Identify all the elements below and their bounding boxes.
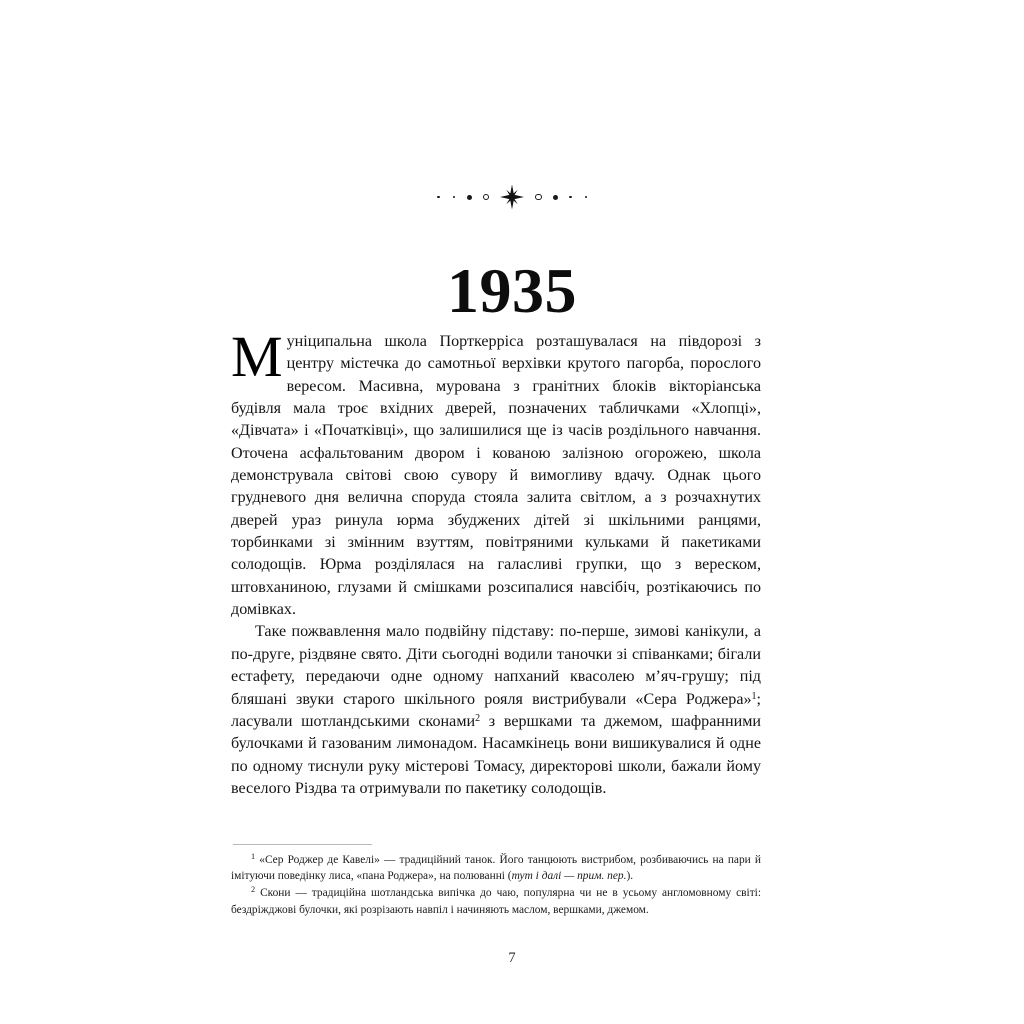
eight-pointed-star-icon: [499, 184, 525, 210]
star-ornament-divider: [0, 182, 1024, 212]
ornament-dot-right-1: [553, 195, 558, 200]
ornament-dot-left-3: [467, 195, 472, 200]
footnote-item-1: [231, 852, 761, 884]
drop-cap: М: [231, 324, 283, 389]
ornament-ring-left: [483, 194, 490, 201]
footnote-item-2: [231, 885, 761, 917]
paragraph-two-text-c: з вершками та джемом, шафранними булочками й газованим лимонадом. Насамкінець вони вишикувалися й одне по одному тиснули руку містерові Томасу, директорові школи, бажали йому веселого Різдва та отримували по пакетику солодощів.: [231, 712, 761, 797]
chapter-number-heading: 1935: [447, 254, 577, 326]
footnote-2-text: Скони — традиційна шотландська випічка до чаю, популярна чи не в усьому англомовному світі: бездріжджові булочки, які розрізають навпіл і начиняють маслом, вершками, джемом.: [231, 887, 761, 916]
ornament-ring-right: [535, 194, 542, 201]
footnote-reference-2[interactable]: 2: [475, 712, 481, 724]
paragraph-one: [231, 324, 761, 621]
paragraph-two-text-b: ; ласували шотландськими сконами: [231, 690, 761, 730]
footnote-marker-1: 1: [251, 851, 256, 861]
footnote-separator-rule: [233, 844, 372, 845]
footnote-1-text: «Сер Роджер де Кавелі» — традиційний танок. Його танцюють вистрибом, розбиваючись на пари й імітуючи поведінку лиса, «пана Роджера», на полюванні (: [231, 854, 761, 883]
ornament-dot-right-3: [585, 196, 588, 199]
ornament-dot-left-2: [453, 196, 456, 199]
footnote-1-italic-note: тут і далі — прим. пер.: [511, 870, 627, 883]
paragraph-one-text: уніципальна школа Порткерріса розташувалася на півдорозі з центру містечка до самотньої верхівки крутого пагорба, порослого вересом. Масивна, мурована з гранітних блоків вікторіанська будівля мала троє вхідних дверей, позначених табличками «Хлопці», «Дівчата» і «Початківці», що залишилися ще із часів роздільного навчання. Оточена асфальтованим двором і кованою залізною огорожею, школа демонструвала світові свою сувору й вимогливу вдачу. Однак цього грудневого дня велична споруда стояла залита світлом, а з розчахнутих дверей ураз ринула юрма збуджених дітей зі шкільними ранцями, торбинками зі змінним взуттям, повітряними кульками й пакетиками солодощів. Юрма розділялася на галасливі групки, що з вереском, штовханиною, глузами й смішками розсипалися навсібіч, розтікаючись по домівках.: [231, 333, 761, 619]
footnote-marker-2: 2: [251, 885, 256, 895]
ornament-dot-left-1: [437, 196, 440, 199]
page-number-folio: 7: [508, 950, 516, 966]
footnote-reference-1[interactable]: 1: [751, 690, 757, 702]
paragraph-two-text-a: Таке пожвавлення мало подвійну підставу: по-перше, зимові канікули, а по-друге, різдвяне свято. Діти сьогодні водили таночки зі співанками; бігали естафету, передаючи одне одному напханий квасолею м’яч-грушу; під бляшані звуки старого шкільного рояля вистрибували «Сера Роджера»: [231, 623, 761, 708]
footnote-1-text-tail: ).: [626, 870, 634, 883]
footnotes-block: [231, 852, 761, 919]
ornament-dot-right-2: [569, 196, 572, 199]
body-text-column: [231, 324, 761, 800]
paragraph-two: [231, 621, 761, 800]
